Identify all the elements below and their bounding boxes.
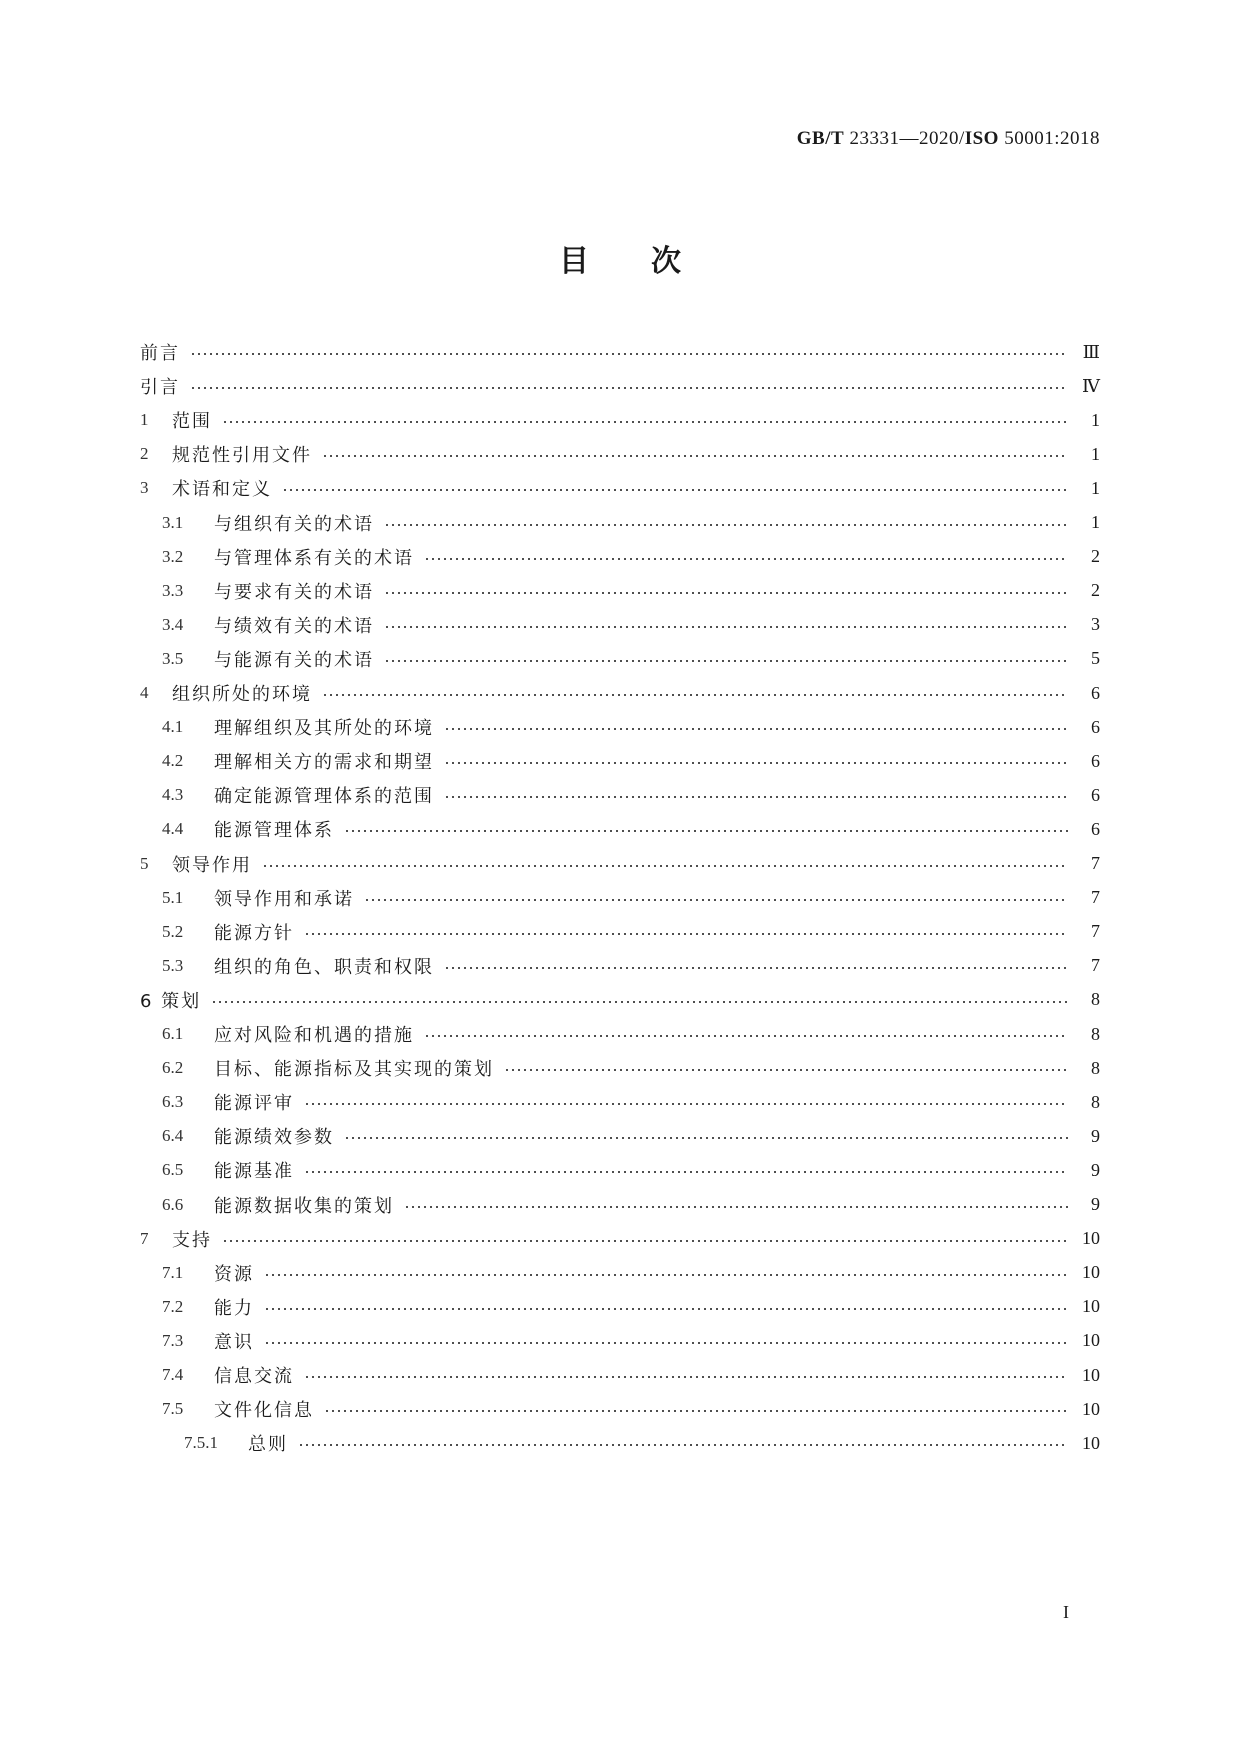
toc-entry[interactable]: [140, 849, 1100, 879]
dot-leader: [444, 967, 1068, 969]
toc-entry[interactable]: [140, 644, 1100, 674]
toc-entry-number: 3.4: [162, 614, 184, 634]
dot-leader: [324, 1410, 1068, 1412]
toc-entry[interactable]: [140, 439, 1100, 469]
toc-entry-number: 7.4: [162, 1365, 184, 1384]
toc-entry-page: 6: [1091, 682, 1100, 703]
toc-entry-page: 1: [1091, 409, 1100, 430]
toc-entry-page: 7: [1091, 887, 1100, 908]
toc-entry-label: 组织所处的环境: [172, 684, 312, 705]
toc-entry-number: 3.3: [162, 580, 184, 600]
toc-entry-page: 10: [1082, 1398, 1100, 1419]
toc-entry-page: Ⅳ: [1082, 375, 1100, 396]
toc-entry[interactable]: [140, 405, 1100, 435]
toc-entry-label: 文件化信息: [214, 1400, 314, 1422]
toc-entry-label: 范围: [172, 411, 212, 433]
toc-entry[interactable]: [140, 576, 1100, 606]
toc-entry-number: 4.4: [162, 819, 184, 839]
toc-entry-number: 5.2: [162, 921, 184, 941]
toc-entry-page: 9: [1091, 1159, 1100, 1180]
toc-entry-label: 前言: [140, 343, 180, 364]
toc-entry[interactable]: [140, 1019, 1100, 1049]
toc-entry[interactable]: [140, 1326, 1100, 1356]
toc-entry-page: Ⅲ: [1082, 341, 1100, 362]
toc-entry-number: 4.2: [162, 751, 184, 771]
toc-entry-page: 6: [1091, 716, 1100, 737]
toc-entry-number: 7.2: [162, 1296, 184, 1316]
toc-entry[interactable]: [140, 1087, 1100, 1117]
toc-entry[interactable]: [140, 1360, 1100, 1390]
toc-entry[interactable]: [140, 678, 1100, 708]
toc-entry-number: 4.3: [162, 785, 184, 805]
toc-entry-label: 与要求有关的术语: [214, 581, 374, 603]
toc-entry-number: 6.2: [162, 1058, 184, 1078]
standard-code-number: 23331—2020/: [849, 128, 965, 149]
toc-entry-label: 能源评审: [214, 1093, 294, 1115]
toc-entry-page: 1: [1091, 443, 1100, 464]
toc-entry-label: 能源管理体系: [214, 820, 334, 842]
dot-leader: [404, 1206, 1068, 1208]
iso-prefix: ISO: [964, 128, 999, 149]
toc-entry-label: 与绩效有关的术语: [214, 615, 374, 637]
toc-entry-label: 领导作用: [172, 854, 252, 876]
toc-entry[interactable]: [140, 951, 1100, 981]
page-title: [0, 236, 1240, 280]
toc-entry-page: 9: [1091, 1194, 1100, 1214]
toc-entry[interactable]: [140, 814, 1100, 844]
toc-entry-label: 领导作用和承诺: [214, 888, 354, 910]
standard-code-prefix: GB/T: [796, 128, 845, 149]
toc-entry-label: 能力: [214, 1297, 254, 1319]
toc-entry-label: 目标、能源指标及其实现的策划: [214, 1059, 494, 1081]
toc-entry-page: 6: [1091, 750, 1100, 771]
dot-leader: [282, 489, 1068, 491]
toc-entry-label: 意识: [214, 1331, 254, 1353]
toc-entry-label: 与管理体系有关的术语: [214, 547, 414, 569]
toc-entry[interactable]: [140, 1121, 1100, 1151]
toc-entry-number: 3.1: [162, 512, 184, 532]
toc-entry-page: 1: [1091, 512, 1100, 532]
toc-entry-page: 7: [1091, 921, 1100, 942]
toc-entry-page: 10: [1082, 1364, 1100, 1385]
toc-entry-label: 术语和定义: [172, 479, 272, 501]
dot-leader: [222, 421, 1068, 423]
toc-entry-number: 5.1: [162, 887, 184, 907]
toc-entry-page: 8: [1091, 1057, 1100, 1078]
toc-entry-number: 3.2: [162, 546, 184, 566]
title-char-2: 次: [651, 244, 681, 279]
toc-entry-page: 10: [1082, 1262, 1100, 1283]
dot-leader: [262, 865, 1068, 867]
toc-entry[interactable]: [140, 780, 1100, 810]
iso-number: 50001:2018: [1004, 128, 1100, 149]
dot-leader: [384, 660, 1068, 662]
dot-leader: [424, 1035, 1068, 1037]
toc-entry-page: 7: [1091, 853, 1100, 873]
toc-entry-page: 8: [1091, 1091, 1100, 1112]
toc-entry-number: 1: [140, 410, 149, 430]
toc-entry[interactable]: [140, 1258, 1100, 1288]
toc-entry-page: 10: [1082, 1296, 1100, 1317]
toc-entry-page: 10: [1082, 1330, 1100, 1351]
toc-entry-number: 6.1: [162, 1024, 184, 1043]
toc-entry-number: 2: [140, 444, 149, 464]
toc-entry[interactable]: [140, 610, 1100, 640]
toc-entry-label: 能源绩效参数: [214, 1127, 334, 1149]
toc-entry-page: 3: [1091, 614, 1100, 635]
toc-entry[interactable]: [140, 1053, 1100, 1083]
dot-leader: [384, 592, 1068, 594]
toc-entry-label: 总则: [248, 1434, 288, 1456]
toc-entry-page: 2: [1091, 546, 1100, 567]
toc-entry[interactable]: [140, 337, 1100, 367]
toc-entry-label: 能源基准: [214, 1161, 294, 1183]
toc-entry-number: 5: [140, 853, 149, 873]
dot-leader: [424, 558, 1068, 560]
toc-entry-label: 资源: [214, 1263, 254, 1285]
toc-entry[interactable]: [140, 917, 1100, 947]
toc-entry[interactable]: [140, 1394, 1100, 1424]
toc-entry-page: 10: [1082, 1228, 1100, 1249]
toc-entry[interactable]: [140, 473, 1100, 503]
dot-leader: [364, 899, 1068, 901]
toc-entry-label: 支持: [172, 1229, 212, 1251]
toc-entry-page: 6: [1091, 818, 1100, 839]
toc-entry-page: 5: [1091, 648, 1100, 669]
toc-entry-number: 3: [140, 478, 149, 498]
toc-entry-label: 6 策划: [140, 990, 202, 1012]
toc-entry-page: 8: [1091, 1023, 1100, 1044]
toc-entry-number: 7.1: [162, 1262, 184, 1282]
footer-page-number: I: [1063, 1602, 1069, 1622]
standard-number-header: [797, 128, 1100, 150]
toc-entry-page: 9: [1091, 1125, 1100, 1146]
toc-entry-number: 6.5: [162, 1160, 184, 1180]
dot-leader: [322, 694, 1068, 696]
toc-entry-number: 4.1: [162, 717, 184, 737]
toc-entry-page: 6: [1091, 784, 1100, 805]
dot-leader: [264, 1342, 1068, 1344]
toc-entry-label: 规范性引用文件: [172, 445, 312, 467]
toc-entry-label: 与能源有关的术语: [214, 649, 374, 671]
toc-entry[interactable]: [140, 1224, 1100, 1254]
dot-leader: [264, 1274, 1068, 1276]
dot-leader: [304, 1103, 1068, 1105]
toc-entry-page: 2: [1091, 580, 1100, 601]
dot-leader: [444, 728, 1068, 730]
dot-leader: [211, 1001, 1068, 1003]
dot-leader: [504, 1069, 1068, 1071]
toc-entry-label: 确定能源管理体系的范围: [214, 786, 434, 808]
toc-entry-number: 7.3: [162, 1330, 184, 1350]
toc-entry-number: 7: [140, 1228, 149, 1248]
toc-entry-page: 8: [1091, 989, 1100, 1010]
dot-leader: [304, 1171, 1068, 1173]
toc-entry[interactable]: [140, 712, 1100, 742]
toc-entry-label: 组织的角色、职责和权限: [214, 956, 434, 978]
toc-entry-label: 应对风险和机遇的措施: [214, 1025, 414, 1046]
toc-entry[interactable]: [140, 1155, 1100, 1185]
dot-leader: [190, 387, 1068, 389]
title-char-1: 目: [559, 244, 589, 279]
dot-leader: [344, 830, 1068, 832]
dot-leader: [444, 762, 1068, 764]
dot-leader: [322, 455, 1068, 457]
toc-entry-label: 引言: [140, 377, 180, 399]
toc-entry-number: 7.5: [162, 1399, 184, 1419]
toc-entry-label: 信息交流: [214, 1366, 294, 1387]
toc-entry-number: 3.5: [162, 648, 184, 668]
toc-entry-number: 6.3: [162, 1092, 184, 1112]
toc-entry-label: 理解组织及其所处的环境: [214, 718, 434, 740]
toc-entry-label: 能源方针: [214, 922, 294, 944]
toc-entry-number: 4: [140, 683, 149, 702]
dot-leader: [222, 1240, 1068, 1242]
dot-leader: [304, 933, 1068, 935]
toc-entry[interactable]: [140, 1292, 1100, 1322]
toc-entry[interactable]: [140, 371, 1100, 401]
toc-entry-label: 与组织有关的术语: [214, 513, 374, 535]
dot-leader: [344, 1137, 1068, 1139]
dot-leader: [298, 1444, 1068, 1446]
toc-entry-page: 7: [1091, 955, 1100, 976]
dot-leader: [304, 1376, 1068, 1378]
toc-entry-number: 6.6: [162, 1194, 184, 1214]
toc-entry[interactable]: [140, 508, 1100, 538]
toc-entry-page: 1: [1091, 477, 1100, 498]
toc-entry[interactable]: [140, 1428, 1100, 1458]
toc-entry[interactable]: [140, 883, 1100, 913]
toc-entry-page: 10: [1082, 1432, 1100, 1453]
toc-entry-number: 6.4: [162, 1126, 184, 1146]
dot-leader: [264, 1308, 1068, 1310]
dot-leader: [190, 353, 1068, 355]
toc-entry[interactable]: [140, 985, 1100, 1015]
toc-entry[interactable]: [140, 1190, 1100, 1220]
toc-entry[interactable]: [140, 542, 1100, 572]
toc-entry-label: 能源数据收集的策划: [214, 1195, 394, 1217]
toc-entry-number: 5.3: [162, 955, 184, 975]
dot-leader: [444, 796, 1068, 798]
toc-entry[interactable]: [140, 746, 1100, 776]
dot-leader: [384, 626, 1068, 628]
dot-leader: [384, 524, 1068, 526]
toc-entry-label: 理解相关方的需求和期望: [214, 752, 434, 774]
toc-entry-number: 7.5.1: [184, 1433, 218, 1453]
